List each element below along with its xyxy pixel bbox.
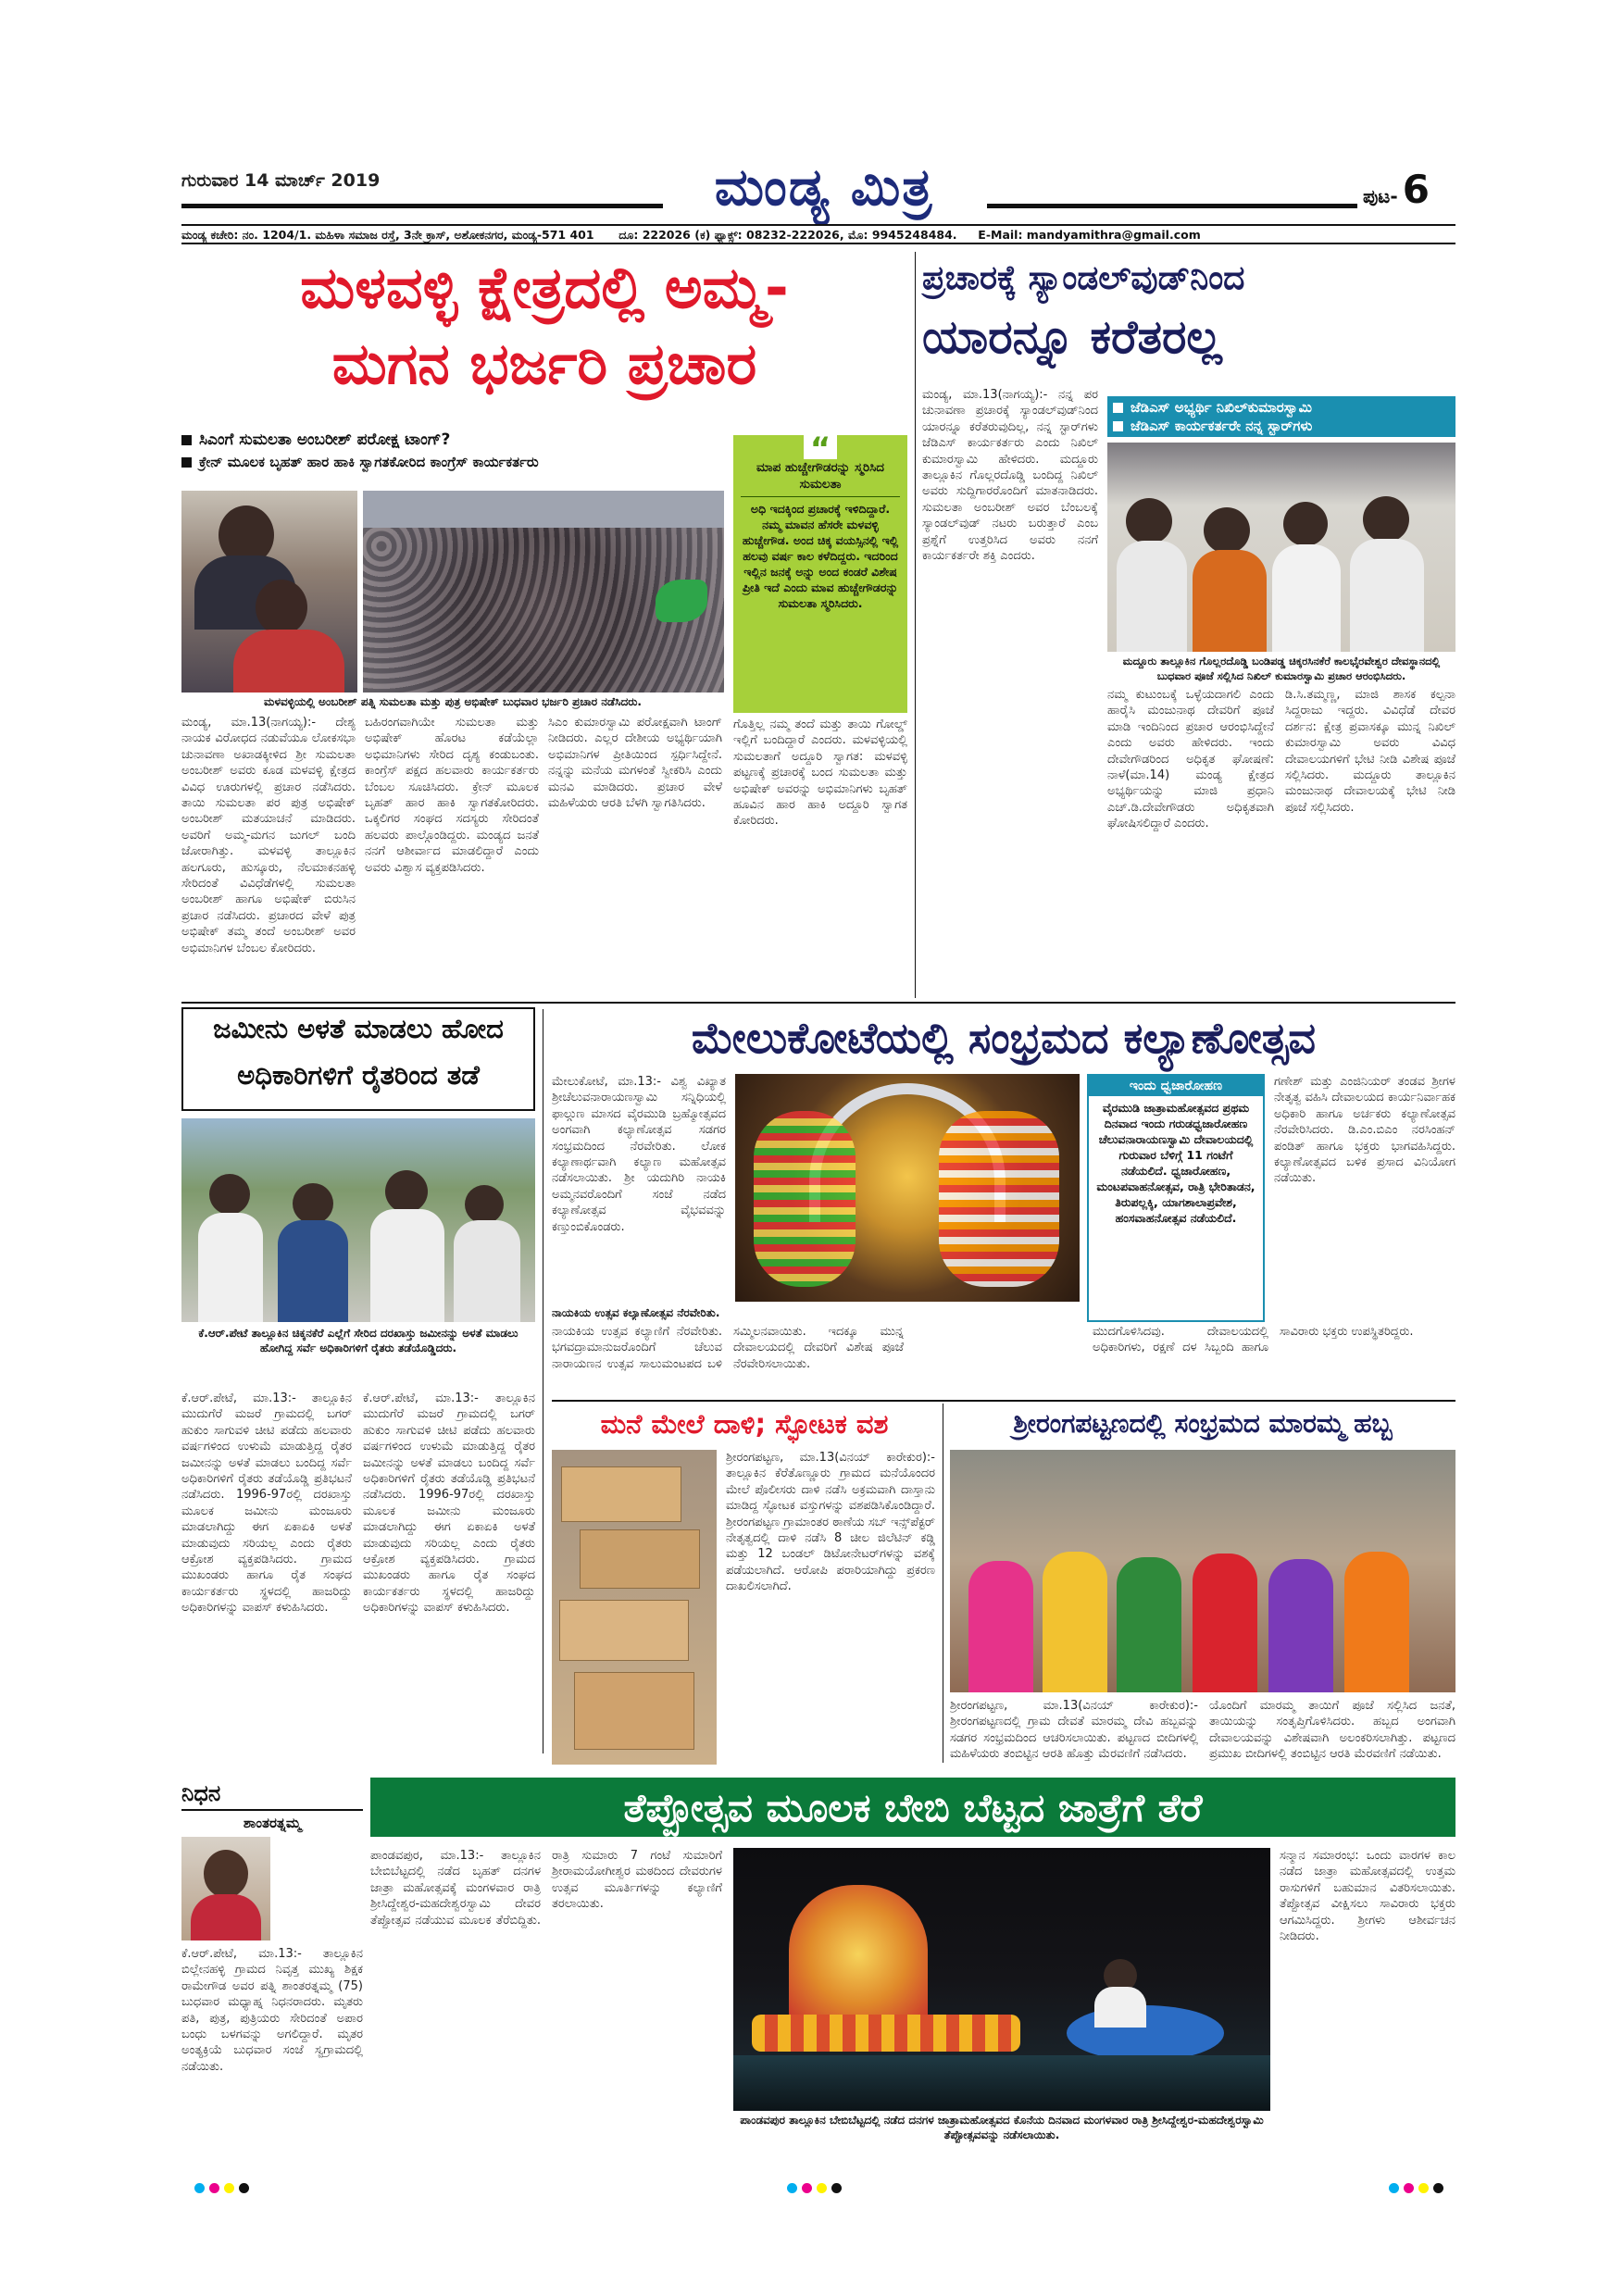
photo-caption: ಮದ್ದೂರು ತಾಲ್ಲೂಕಿನ ಗೊಲ್ಲರದೊಡ್ಡಿ ಬಂಡಿಪಡ್ಡ ಚಿಕ್ಕರಸಿನಕೆರೆ ಕಾಲಭೈರವೇಶ್ವರ ದೇವಸ್ಥಾನದಲ್ಲಿ ಬುಧವಾರ ಪೂಜೆ ಸಲ್ಲಿಸಿದ ನಿಖಿಲ್ ಕುಮಾರಸ್ವಾಮಿ ಪ್ರಚಾರ ಆರಂಭಿಸಿದರು. [1122, 655, 1441, 682]
registration-dot-yellow [817, 2183, 827, 2193]
tag-box [1107, 396, 1455, 437]
story-column-3b: ಮುದಗೊಳಿಸಿದವು. ದೇವಾಲಯದಲ್ಲಿ ಅಧಿಕಾರಿಗಳು, ರಕ್ಷಣೆ ದಳ ಸಿಬ್ಬಂದಿ ಹಾಗೂ ಸಾವಿರಾರು ಭಕ್ತರು ಉಪಸ್ಥಿತರಿದ್ದರು. [1093, 1325, 1414, 1355]
office-email: E-Mail: mandyamithra@gmail.com [978, 228, 1201, 242]
info-box [1087, 1074, 1265, 1322]
story-column-3: ಡಿ.ಸಿ.ತಮ್ಮಣ್ಣ, ಮಾಜಿ ಶಾಸಕ ಕಲ್ಪನಾ ಸಿದ್ದರಾಜು ಇದ್ದರು. ವಿವಿಧೆಡೆ ದೇವರ ದರ್ಶನ: ಕ್ಷೇತ್ರ ಪ್ರವಾಸಕ್ಕೂ ಮುನ್ನ ನಿಖಿಲ್ ಕುಮಾರಸ್ವಾಮಿ ಅವರು ವಿವಿಧ ದೇವಾಲಯಗಳಿಗೆ ಭೇಟಿ ನೀಡಿ ವಿಶೇಷ ಪೂಜೆ ಸಲ್ಲಿಸಿದರು. ಮದ್ದೂರು ತಾಲ್ಲೂಕಿನ ಮಂಜುನಾಥ ದೇವಾಲಯಕ್ಕೆ ಭೇಟಿ ನೀಡಿ ಪೂಜೆ ಸಲ್ಲಿಸಿದರು. [1285, 688, 1455, 815]
masthead-rule-right [987, 204, 1357, 208]
story-column-4: ಗೊತ್ತಿಲ್ಲ ನಮ್ಮ ತಂದೆ ಮತ್ತು ತಾಯಿ ಗೋಲ್ಡ್ ಇಲ್ಲಿಗೆ ಬಂದಿದ್ದಾರೆ ಎಂದರು. ಮಳವಳ್ಳಿಯಲ್ಲಿ ಸುಮಲತಾಗೆ ಅದ್ದೂರಿ ಸ್ವಾಗತ: ಮಳವಳ್ಳಿ ಪಟ್ಟಣಕ್ಕೆ ಪ್ರಚಾರಕ್ಕೆ ಬಂದ ಸುಮಲತಾ ಮತ್ತು ಅಭಿಷೇಕ್ ಅವರನ್ನು ಅಭಿಮಾನಿಗಳು ಬೃಹತ್ ಹೂವಿನ ಹಾರ ಹಾಕಿ ಅದ್ದೂರಿ ಸ್ವಾಗತ ಕೋರಿದರು. [733, 718, 907, 829]
farmers-photo [181, 1118, 535, 1322]
headline-line-1: ಪ್ರಚಾರಕ್ಕೆ ಸ್ಯಾಂಡಲ್‌ವುಡ್‌ನಿಂದ [922, 259, 1245, 297]
story-column-1: ಮೇಲುಕೋಟೆ, ಮಾ.13:- ವಿಶ್ವ ವಿಖ್ಯಾತ ಶ್ರೀಚೆಲುವನಾರಾಯಣಸ್ವಾಮಿ ಸನ್ನಿಧಿಯಲ್ಲಿ ಫಾಲ್ಗುಣ ಮಾಸದ ವೈರಮುಡಿ ಬ್ರಹ್ಮೋತ್ಸವದ ಅಂಗವಾಗಿ ಕಲ್ಯಾಣೋತ್ಸವ ಸಡಗರ ಸಂಭ್ರಮದಿಂದ ನೆರವೇರಿತು. ಲೋಕ ಕಲ್ಯಾಣಾರ್ಥವಾಗಿ ಕಲ್ಯಾಣ ಮಹೋತ್ಸವ ನಡೆಸಲಾಯಿತು. ಶ್ರೀ ಯದುಗಿರಿ ನಾಯಕಿ ಅಮ್ಮನವರೊಂದಿಗೆ ಸಂಜೆ ನಡೆದ ಕಲ್ಯಾಣೋತ್ಸವ ವೈಭವವನ್ನು ಕಣ್ತುಂಬಿಕೊಂಡರು. [552, 1075, 726, 1234]
registration-dot-black [831, 2183, 842, 2193]
carton-icon [561, 1466, 681, 1522]
page-label: ಪುಟ- [1363, 185, 1398, 207]
headline-line-2: ಮಗನ ಭರ್ಜರಿ ಪ್ರಚಾರ [331, 330, 757, 397]
story-body: ಶ್ರೀರಂಗಪಟ್ಟಣ, ಮಾ.13(ವಿನಯ್ ಕಾರೇಕುರ):- ತಾಲ್ಲೂಕಿನ ಕೆರೆತೊಣ್ಣೂರು ಗ್ರಾಮದ ಮನೆಯೊಂದರ ಮೇಲೆ ಪೊಲೀಸರು ದಾಳಿ ನಡೆಸಿ ಅಕ್ರಮವಾಗಿ ದಾಸ್ತಾನು ಮಾಡಿದ್ದ ಸ್ಫೋಟಕ ವಸ್ತುಗಳನ್ನು ವಶಪಡಿಸಿಕೊಂಡಿದ್ದಾರೆ. ಶ್ರೀರಂಗಪಟ್ಟಣ ಗ್ರಾಮಾಂತರ ಠಾಣೆಯ ಸಬ್ ಇನ್ಸ್‌ಪೆಕ್ಟರ್ ನೇತೃತ್ವದಲ್ಲಿ ದಾಳಿ ನಡೆಸಿ 8 ಚೀಲ ಜಿಲೆಟಿನ್ ಕಡ್ಡಿ ಮತ್ತು 12 ಬಂಡಲ್ ಡಿಟೋನೇಟರ್‌ಗಳನ್ನು ವಶಕ್ಕೆ ಪಡೆಯಲಾಗಿದೆ. ಆರೋಪಿ ಪರಾರಿಯಾಗಿದ್ದು ಪ್ರಕರಣ ದಾಖಲಿಸಲಾಗಿದೆ. [726, 1451, 935, 1594]
headline: ಶ್ರೀರಂಗಪಟ್ಟಣದಲ್ಲಿ ಸಂಭ್ರಮದ ಮಾರಮ್ಮ ಹಬ್ಬ [1013, 1408, 1393, 1439]
story-column-3: ಗಣೇಶ್ ಮತ್ತು ಎಂಜಿನಿಯರ್ ತಂಡವ ಶ್ರೀಗಳ ನೇತೃತ್ವ ವಹಿಸಿ ದೇವಾಲಯದ ಕಾರ್ಯನಿರ್ವಾಹಕ ಅಧಿಕಾರಿ ಹಾಗೂ ಅರ್ಚಕರು ಕಲ್ಯಾಣೋತ್ಸವ ನೆರವೇರಿಸಿದರು. ಡಿ.ಎಂ.ಬಿಎಂ ನರಸಿಂಹನ್ ಪಂಡಿತ್ ಹಾಗೂ ಭಕ್ತರು ಭಾಗವಹಿಸಿದ್ದರು. ಕಲ್ಯಾಣೋತ್ಸವದ ಬಳಿಕ ಪ್ರಸಾದ ವಿನಿಯೋಗ ನಡೆಯಿತು. [1274, 1075, 1455, 1186]
crowd-photo [363, 491, 724, 693]
bullet-icon [181, 435, 192, 445]
photo-caption: ಪಾಂಡವಪುರ ತಾಲ್ಲೂಕಿನ ಬೇಬಿಬೆಟ್ಟದಲ್ಲಿ ನಡೆದ ದನಗಳ ಜಾತ್ರಾಮಹೋತ್ಸವದ ಕೊನೆಯ ದಿನವಾದ ಮಂಗಳವಾರ ರಾತ್ರಿ ಶ್ರೀಸಿದ್ದೇಶ್ವರ-ಮಹದೇಶ್ವರಸ್ವಾಮಿ ತೆಪ್ಪೋತ್ಸವವನ್ನು ನಡೆಸಲಾಯಿತು. [740, 2114, 1264, 2141]
registration-dot-black [239, 2183, 249, 2193]
carton-icon [574, 1672, 694, 1750]
story-column-2: ಬಹಿರಂಗವಾಗಿಯೇ ಸುಮಲತಾ ಮತ್ತು ಅಭಿಷೇಕ್ ಹೊರಟ ಕಡೆಯೆಲ್ಲಾ ಅಭಿಮಾನಿಗಳು ಸೇರಿದ ದೃಶ್ಯ ಕಂಡುಬಂತು. ಕಾಂಗ್ರೆಸ್ ಪಕ್ಷದ ಹಲವಾರು ಕಾರ್ಯಕರ್ತರು ಬೆಂಬಲ ಸೂಚಿಸಿದರು. ಕ್ರೇನ್ ಮೂಲಕ ಬೃಹತ್ ಹಾರ ಹಾಕಿ ಸ್ವಾಗತಕೋರಿದರು. ಒಕ್ಕಲಿಗರ ಸಂಘದ ಸದಸ್ಯರು ಸೇರಿದಂತೆ ಹಲವರು ಪಾಲ್ಗೊಂಡಿದ್ದರು. ಮಂಡ್ಯದ ಜನತೆ ನನಗೆ ಆಶೀರ್ವಾದ ಮಾಡಲಿದ್ದಾರೆ ಎಂದು ಅವರು ವಿಶ್ವಾಸ ವ್ಯಕ್ತಪಡಿಸಿದರು. [365, 716, 539, 875]
registration-dot-magenta [1404, 2183, 1414, 2193]
masthead-date: ಗುರುವಾರ 14 ಮಾರ್ಚ್ 2019 [181, 170, 381, 191]
raft [752, 2015, 1020, 2052]
story-teppotsava [370, 1778, 1455, 2148]
headline-line-2: ಯಾರನ್ನೂ ಕರೆತರಲ್ಲ [922, 310, 1222, 364]
tag-line-1: ಜೆಡಿಎಸ್ ಅಭ್ಯರ್ಥಿ ನಿಖಿಲ್‌ಕುಮಾರಸ್ವಾಮಿ [1113, 398, 1450, 417]
tag-line-2: ಜೆಡಿಎಸ್ ಕಾರ್ಯಕರ್ತರೇ ನನ್ನ ಸ್ಟಾರ್‌ಗಳು [1113, 417, 1450, 435]
office-address: ಮಂಡ್ಯ ಕಚೇರಿ: ನಂ. 1204/1. ಮಹಿಳಾ ಸಮಾಜ ರಸ್ತೆ, 3ನೇ ಕ್ರಾಸ್, ಅಶೋಕನಗರ, ಮಂಡ್ಯ-571 401 [181, 228, 594, 242]
bullet-icon [1113, 421, 1123, 431]
photo-caption: ಕೆ.ಆರ್.ಪೇಟೆ ತಾಲ್ಲೂಕಿನ ಚಿಕ್ಕನಕೆರೆ ಎಲ್ಲೆಗೆ ಸೇರಿದ ದರಖಾಸ್ತು ಜಮೀನನ್ನು ಅಳತೆ ಮಾಡಲು ಹೋಗಿದ್ದ ಸರ್ವೆ ಅಧಿಕಾರಿಗಳಿಗೆ ರೈತರು ತಡೆಯೊಡ್ಡಿದರು. [198, 1327, 518, 1354]
story-column-1: ಕೆ.ಆರ್.ಪೇಟೆ, ಮಾ.13:- ತಾಲ್ಲೂಕಿನ ಮುದುಗೆರೆ ಮಜರೆ ಗ್ರಾಮದಲ್ಲಿ ಬಗರ್ ಹುಕುಂ ಸಾಗುವಳಿ ಚೀಟಿ ಪಡೆದು ಹಲವಾರು ವರ್ಷಗಳಿಂದ ಉಳುಮೆ ಮಾಡುತ್ತಿದ್ದ ರೈತರ ಜಮೀನನ್ನು ಅಳತೆ ಮಾಡಲು ಬಂದಿದ್ದ ಸರ್ವೆ ಅಧಿಕಾರಿಗಳಿಗೆ ರೈತರು ತಡೆಯೊಡ್ಡಿ ಪ್ರತಿಭಟನೆ ನಡೆಸಿದರು. 1996-97ರಲ್ಲಿ ದರಖಾಸ್ತು ಮೂಲಕ ಜಮೀನು ಮಂಜೂರು ಮಾಡಲಾಗಿದ್ದು ಈಗ ಏಕಾಏಕಿ ಅಳತೆ ಮಾಡುವುದು ಸರಿಯಲ್ಲ ಎಂದು ರೈತರು ಆಕ್ರೋಶ ವ್ಯಕ್ತಪಡಿಸಿದರು. ಗ್ರಾಮದ ಮುಖಂಡರು ಹಾಗೂ ರೈತ ಸಂಘದ ಕಾರ್ಯಕರ್ತರು ಸ್ಥಳದಲ್ಲಿ ಹಾಜರಿದ್ದು ಅಧಿಕಾರಿಗಳನ್ನು ವಾಪಸ್ ಕಳುಹಿಸಿದರು. [181, 1391, 352, 1616]
section-divider [181, 1002, 1455, 1004]
quote-text: ಅಧಿ ಇದಕ್ಕಿಂದ ಪ್ರಚಾರಕ್ಕೆ ಇಳಿದಿದ್ದಾರೆ. ನಮ್ಮ ಮಾವನ ಹೆಸರೇ ಮಳವಳ್ಳಿ ಹುಚ್ಚೇಗೌಡ. ಅಂದ ಚಿಕ್ಕ ವಯಸ್ಸಿನಲ್ಲಿ ಇಲ್ಲಿ ಹಲವು ವರ್ಷ ಕಾಲ ಕಳೆದಿದ್ದರು. ಇದರಿಂದ ಇಲ್ಲಿನ ಜನಕ್ಕೆ ಅನ್ನು ಅಂದ ಕಂಡರೆ ವಿಶೇಷ ಪ್ರೀತಿ ಇದೆ ಎಂದು ಮಾವ ಹುಚ್ಚೇಗೌಡರನ್ನು ಸುಮಲತಾ ಸ್ಮರಿಸಿದರು. [742, 502, 899, 610]
registration-dot-magenta [802, 2183, 812, 2193]
story-land-survey [181, 1007, 535, 1770]
story-column-2: ಯೊಂದಿಗೆ ಮಾರಮ್ಮ ತಾಯಿಗೆ ಪೂಜೆ ಸಲ್ಲಿಸಿದ ಜನತೆ, ತಾಯಿಯನ್ನು ಸಂತೃಪ್ತಿಗೊಳಿಸಿದರು. ಹಬ್ಬದ ಅಂಗವಾಗಿ ದೇವಾಲಯವನ್ನು ವಿಶೇಷವಾಗಿ ಅಲಂಕರಿಸಲಾಗಿತ್ತು. ಪಟ್ಟಣದ ಪ್ರಮುಖ ಬೀದಿಗಳಲ್ಲಿ ತಂಬಿಟ್ಟಿನ ಆರತಿ ಮೆರವಣಿಗೆ ನಡೆಯಿತು. [1209, 1699, 1455, 1762]
story-column-2: ಕೆ.ಆರ್.ಪೇಟೆ, ಮಾ.13:- ತಾಲ್ಲೂಕಿನ ಮುದುಗೆರೆ ಮಜರೆ ಗ್ರಾಮದಲ್ಲಿ ಬಗರ್ ಹುಕುಂ ಸಾಗುವಳಿ ಚೀಟಿ ಪಡೆದು ಹಲವಾರು ವರ್ಷಗಳಿಂದ ಉಳುಮೆ ಮಾಡುತ್ತಿದ್ದ ರೈತರ ಜಮೀನನ್ನು ಅಳತೆ ಮಾಡಲು ಬಂದಿದ್ದ ಸರ್ವೆ ಅಧಿಕಾರಿಗಳಿಗೆ ರೈತರು ತಡೆಯೊಡ್ಡಿ ಪ್ರತಿಭಟನೆ ನಡೆಸಿದರು. 1996-97ರಲ್ಲಿ ದರಖಾಸ್ತು ಮೂಲಕ ಜಮೀನು ಮಂಜೂರು ಮಾಡಲಾಗಿದ್ದು ಈಗ ಏಕಾಏಕಿ ಅಳತೆ ಮಾಡುವುದು ಸರಿಯಲ್ಲ ಎಂದು ರೈತರು ಆಕ್ರೋಶ ವ್ಯಕ್ತಪಡಿಸಿದರು. ಗ್ರಾಮದ ಮುಖಂಡರು ಹಾಗೂ ರೈತ ಸಂಘದ ಕಾರ್ಯಕರ್ತರು ಸ್ಥಳದಲ್ಲಿ ಹಾಜರಿದ್ದು ಅಧಿಕಾರಿಗಳನ್ನು ವಾಪಸ್ ಕಳುಹಿಸಿದರು. [363, 1391, 535, 1616]
headline: ತೆಪ್ಪೋತ್ಸವ ಮೂಲಕ ಬೇಬಿ ಬೆಟ್ಟದ ಜಾತ್ರೆಗೆ ತೆರೆ [623, 1785, 1203, 1830]
registration-dot-black [1433, 2183, 1443, 2193]
story-explosives [552, 1404, 937, 1770]
procession-photo [950, 1450, 1455, 1692]
page-number: 6 [1402, 167, 1430, 212]
subhead-bullet-2: ಕ್ರೇನ್ ಮೂಲಕ ಬೃಹತ್ ಹಾರ ಹಾಕಿ ಸ್ವಾಗತಕೋರಿದ ಕಾಂಗ್ರೆಸ್ ಕಾರ್ಯಕರ್ತರು [181, 452, 737, 472]
headline: ಮನೆ ಮೇಲೆ ದಾಳಿ; ಸ್ಫೋಟಕ ವಶ [600, 1408, 889, 1440]
deity-photo [735, 1074, 1080, 1302]
story-maramma [950, 1404, 1455, 1770]
story-column-3: ಸಿಎಂ ಕುಮಾರಸ್ವಾಮಿ ಪರೋಕ್ಷವಾಗಿ ಟಾಂಗ್ ನೀಡಿದರು. ಎಲ್ಲರ ದೇಶೀಯ ಅಭ್ಯರ್ಥಿಯಾಗಿ ಅಭಿಮಾನಿಗಳ ಪ್ರೀತಿಯಿಂದ ಸ್ಪರ್ಧಿಸಿದ್ದೇನೆ. ನನ್ನನ್ನು ಮನೆಯ ಮಗಳಂತೆ ಸ್ವೀಕರಿಸಿ ಎಂದು ಮನವಿ ಮಾಡಿದರು. ಪ್ರಚಾರ ವೇಳೆ ಮಹಿಳೆಯರು ಆರತಿ ಬೆಳಗಿ ಸ್ವಾಗತಿಸಿದರು. [548, 716, 722, 811]
raft-deity [789, 1885, 928, 2024]
story-malavalli [181, 250, 907, 998]
office-phone: ದೂ: 222026 (ಕ) ಫ್ಯಾಕ್ಸ್: 08232-222026, ಮೊ: 9945248484. [618, 228, 957, 242]
obituary-body: ಕೆ.ಆರ್.ಪೇಟೆ, ಮಾ.13:- ತಾಲ್ಲೂಕಿನ ಬಿಲ್ಲೇನಹಳ್ಳಿ ಗ್ರಾಮದ ನಿವೃತ್ತ ಮುಖ್ಯ ಶಿಕ್ಷಕ ರಾಮೇಗೌಡ ಅವರ ಪತ್ನಿ ಶಾಂತರತ್ನಮ್ಮ (75) ಬುಧವಾರ ಮಧ್ಯಾಹ್ನ ನಿಧನರಾದರು. ಮೃತರು ಪತಿ, ಪುತ್ರ, ಪುತ್ರಿಯರು ಸೇರಿದಂತೆ ಅಪಾರ ಬಂಧು ಬಳಗವನ್ನು ಅಗಲಿದ್ದಾರೆ. ಮೃತರ ಅಂತ್ಯಕ್ರಿಯೆ ಬುಧವಾರ ಸಂಜೆ ಸ್ವಗ್ರಾಮದಲ್ಲಿ ನಡೆಯಿತು. [181, 1947, 363, 2074]
info-box-title: ಇಂದು ಧ್ವಜಾರೋಹಣ [1089, 1076, 1263, 1096]
garland-left [754, 1111, 856, 1287]
page-number-box [1363, 167, 1430, 212]
registration-dot-cyan [1389, 2183, 1399, 2193]
story-column-1b: ನಾಯಕಿಯ ಉತ್ಸವ ಕಲ್ಯಾಣಿಗೆ ನೆರವೇರಿತು. ಭಗವದ್ರಾಮಾನುಜರೊಂದಿಗೆ ಚೆಲುವ ನಾರಾಯಣನ ಉತ್ಸವ ಸಾಲುಮಂಟಪದ ಬಳಿ ಸಮ್ಮಿಲನವಾಯಿತು. ಇದಕ್ಕೂ ಮುನ್ನ ದೇವಾಲಯದಲ್ಲಿ ದೇವರಿಗೆ ವಿಶೇಷ ಪೂಜೆ ನೆರವೇರಿಸಲಾಯಿತು. [552, 1325, 904, 1371]
headline-line-1: ಮಳವಳ್ಳಿ ಕ್ಷೇತ್ರದಲ್ಲಿ ಅಮ್ಮ- [300, 254, 789, 321]
person-silhouette-mother [256, 580, 307, 635]
bullet-icon [1113, 403, 1123, 413]
quote-icon: “ [804, 431, 837, 459]
section-label: ನಿಧನ [181, 1778, 363, 1811]
teppotsava-photo [733, 1848, 1270, 2111]
masthead-title: ಮಂಡ್ಯ ಮಿತ್ರ [714, 157, 934, 218]
photo-caption: ನಾಯಕಿಯ ಉತ್ಸವ ಕಲ್ಯಾಣೋತ್ಸವ ನೆರವೇರಿತು. [552, 1306, 720, 1319]
bullet-icon [181, 457, 192, 468]
water-reflection [733, 2055, 1270, 2111]
story-column-1: ಮಂಡ್ಯ, ಮಾ.13(ನಾಗಯ್ಯ):- ನನ್ನ ಪರ ಚುನಾವಣಾ ಪ್ರಚಾರಕ್ಕೆ ಸ್ಯಾಂಡಲ್‌ವುಡ್‌ನಿಂದ ಯಾರನ್ನೂ ಕರೆತರುವುದಿಲ್ಲ, ನನ್ನ ಸ್ಟಾರ್‌ಗಳು ಜೆಡಿಎಸ್ ಕಾರ್ಯಕರ್ತರು ಎಂದು ನಿಖಿಲ್ ಕುಮಾರಸ್ವಾಮಿ ಹೇಳಿದರು. ಮದ್ದೂರು ತಾಲ್ಲೂಕಿನ ಗೊಲ್ಲರದೊಡ್ಡಿ ಬಂದಿದ್ದ ನಿಖಿಲ್ ಅವರು ಸುದ್ದಿಗಾರರೊಂದಿಗೆ ಮಾತನಾಡಿದರು. ಸುಮಲತಾ ಅಂಬರೀಶ್ ಅವರ ಬೆಂಬಲಕ್ಕೆ ಸ್ಯಾಂಡಲ್‌ವುಡ್ ನಟರು ಬರುತ್ತಾರೆ ಎಂಬ ಪ್ರಶ್ನೆಗೆ ಉತ್ತರಿಸಿದ ಅವರು ನನಗೆ ಕಾರ್ಯಕರ್ತರೇ ಶಕ್ತಿ ಎಂದರು. [922, 388, 1098, 564]
story-column-2: ಸನ್ಮಾನ ಸಮಾರಂಭ: ಒಂದು ವಾರಗಳ ಕಾಲ ನಡೆದ ಜಾತ್ರಾ ಮಹೋತ್ಸವದಲ್ಲಿ ಉತ್ತಮ ರಾಸುಗಳಿಗೆ ಬಹುಮಾನ ವಿತರಿಸಲಾಯಿತು. ತೆಪ್ಪೋತ್ಸವ ವೀಕ್ಷಿಸಲು ಸಾವಿರಾರು ಭಕ್ತರು ಆಗಮಿಸಿದ್ದರು. ಶ್ರೀಗಳು ಆಶೀರ್ವಚನ ನೀಡಿದರು. [1280, 1849, 1455, 1944]
story-column-1: ಪಾಂಡವಪುರ, ಮಾ.13:- ತಾಲ್ಲೂಕಿನ ಬೇಬಿಬೆಟ್ಟದಲ್ಲಿ ನಡೆದ ಬೃಹತ್ ದನಗಳ ಜಾತ್ರಾ ಮಹೋತ್ಸವಕ್ಕೆ ಮಂಗಳವಾರ ರಾತ್ರಿ ಶ್ರೀಸಿದ್ದೇಶ್ವರ-ಮಹದೇಶ್ವರಸ್ವಾಮಿ ದೇವರ ತೆಪ್ಪೋತ್ಸವ ನಡೆಯುವ ಮೂಲಕ ತೆರೆಬಿದ್ದಿತು. ರಾತ್ರಿ ಸುಮಾರು 7 ಗಂಟೆ ಸುಮಾರಿಗೆ ಶ್ರೀರಾಮಯೋಗೀಶ್ವರ ಮಠದಿಂದ ದೇವರುಗಳ ಉತ್ಸವ ಮೂರ್ತಿಗಳನ್ನು ಕಲ್ಯಾಣಿಗೆ ತರಲಾಯಿತು. [370, 1849, 722, 1928]
masthead-rule-left [181, 204, 663, 208]
photo-caption: ಮಳವಳ್ಳಿಯಲ್ಲಿ ಅಂಬರೀಶ್ ಪತ್ನಿ ಸುಮಲತಾ ಮತ್ತು ಪುತ್ರ ಅಭಿಷೇಕ್ ಬುಧವಾರ ಭರ್ಜರಿ ಪ್ರಚಾರ ನಡೆಸಿದರು. [264, 695, 642, 708]
obituary [181, 1774, 363, 2148]
garland-flag-icon [656, 580, 707, 622]
quote-title: ಮಾಪ ಹುಚ್ಚೇಗೌಡರನ್ನು ಸ್ಮರಿಸಿದ ಸುಮಲತಾ [741, 459, 900, 497]
column-divider [915, 252, 916, 998]
story-column-2: ನಮ್ಮ ಕುಟುಂಬಕ್ಕೆ ಒಳ್ಳೆಯದಾಗಲಿ ಎಂದು ಹಾರೈಸಿ ಮಂಜುನಾಥ ದೇವರಿಗೆ ಪೂಜೆ ಮಾಡಿ ಇಂದಿನಿಂದ ಪ್ರಚಾರ ಆರಂಭಿಸಿದ್ದೇನೆ ಎಂದು ಅವರು ಹೇಳಿದರು. ಇಂದು ದೇವೇಗೌಡರಿಂದ ಅಧಿಕೃತ ಘೋಷಣೆ: ನಾಳೆ(ಮಾ.14) ಮಂಡ್ಯ ಕ್ಷೇತ್ರದ ಅಭ್ಯರ್ಥಿಯನ್ನು ಮಾಜಿ ಪ್ರಧಾನಿ ಎಚ್.ಡಿ.ದೇವೇಗೌಡರು ಅಧಿಕೃತವಾಗಿ ಘೋಷಿಸಲಿದ್ದಾರೆ ಎಂದರು. [1107, 688, 1274, 831]
masthead-info-bar [181, 224, 1455, 244]
registration-dot-yellow [1418, 2183, 1429, 2193]
subhead-bullet-1: ಸಿಎಂಗೆ ಸುಮಲತಾ ಅಂಬರೀಶ್ ಪರೋಕ್ಷ ಟಾಂಗ್? [181, 430, 700, 450]
story-nikhil [922, 250, 1455, 998]
sumalatha-photo [181, 491, 357, 693]
carton-icon [559, 1600, 689, 1661]
nikhil-temple-photo [1107, 443, 1455, 652]
story-melukote [552, 1007, 1455, 1396]
portrait-photo [181, 1837, 270, 1940]
headline: ಮೇಲುಕೋಟೆಯಲ್ಲಿ ಸಂಭ್ರಮದ ಕಲ್ಯಾಣೋತ್ಸವ [691, 1013, 1317, 1063]
registration-dot-cyan [194, 2183, 205, 2193]
registration-dot-yellow [224, 2183, 234, 2193]
registration-dot-magenta [209, 2183, 219, 2193]
carton-icon [580, 1529, 700, 1589]
quote-box [733, 430, 907, 713]
explosive-boxes-photo [552, 1450, 717, 1765]
headline-line-1: ಜಮೀನು ಅಳತೆ ಮಾಡಲು ಹೋದ [213, 1013, 504, 1044]
garland-right [939, 1111, 1059, 1287]
person-name: ಶಾಂತರತ್ನಮ್ಮ [243, 1815, 302, 1831]
info-box-text: ವೈರಮುಡಿ ಜಾತ್ರಾಮಹೋತ್ಸವದ ಪ್ರಥಮ ದಿನವಾದ ಇಂದು ಗರುಡಧ್ವಜಾರೋಹಣ ಚೆಲುವನಾರಾಯಣಸ್ವಾಮಿ ದೇವಾಲಯದಲ್ಲಿ ಗುರುವಾರ ಬೆಳಿಗ್ಗೆ 11 ಗಂಟೆಗೆ ನಡೆಯಲಿದೆ. ಧ್ವಜಾರೋಹಣ, ಮಂಟಪವಾಹನೋತ್ಸವ, ರಾತ್ರಿ ಭೇರಿತಾಡನ, ತಿರುಪಲ್ಲಕ್ಕಿ, ಯಾಗಶಾಲಾಪ್ರವೇಶ, ಹಂಸವಾಹನೋತ್ಸವ ನಡೆಯಲಿದೆ. [1096, 1101, 1255, 1225]
section-divider [552, 1400, 1455, 1402]
registration-dot-cyan [787, 2183, 797, 2193]
headline-line-2: ಅಧಿಕಾರಿಗಳಿಗೆ ರೈತರಿಂದ ತಡೆ [237, 1059, 480, 1091]
story-column-1: ಮಂಡ್ಯ, ಮಾ.13(ನಾಗಯ್ಯ):- ದೇಶ್ಯ ನಾಯಕ ವಿರೋಧದ ನಡುವೆಯೂ ಲೋಕಸಭಾ ಚುನಾವಣಾ ಅಖಾಡಕ್ಕೀಳಿದ ಶ್ರೀ ಸುಮಲತಾ ಅಂಬರೀಶ್ ಅವರು ಕೂಡ ಮಳವಳ್ಳಿ ಕ್ಷೇತ್ರದ ವಿವಿಧ ಊರುಗಳಲ್ಲಿ ಪ್ರಚಾರ ನಡೆಸಿದರು. ತಾಯಿ ಸುಮಲತಾ ಪರ ಪುತ್ರ ಅಭಿಷೇಕ್ ಅಂಬರೀಶ್ ಮತಯಾಚನೆ ಮಾಡಿದರು. ಅವರಿಗೆ ಅಮ್ಮ-ಮಗನ ಜುಗಲ್ ಬಂದಿ ಜೋರಾಗಿತ್ತು. ಮಳವಳ್ಳಿ ತಾಲ್ಲೂಕಿನ ಹಲಗೂರು, ಹುಸ್ಕೂರು, ನೆಲಮಾಕನಹಳ್ಳಿ ಸೇರಿದಂತೆ ವಿವಿಧೆಡೆಗಳಲ್ಲಿ ಸುಮಲತಾ ಅಂಬರೀಶ್ ಹಾಗೂ ಅಭಿಷೇಕ್ ಬಿರುಸಿನ ಪ್ರಚಾರ ನಡೆಸಿದರು. ಪ್ರಚಾರದ ವೇಳೆ ಪುತ್ರ ಅಭಿಷೇಕ್ ತಮ್ಮ ತಂದೆ ಅಂಬರೀಶ್ ಅವರ ಅಭಿಮಾನಿಗಳ ಬೆಂಬಲ ಕೋರಿದರು. [181, 716, 356, 955]
story-column-1: ಶ್ರೀರಂಗಪಟ್ಟಣ, ಮಾ.13(ವಿನಯ್ ಕಾರೇಕುರ):- ಶ್ರೀರಂಗಪಟ್ಟಣದಲ್ಲಿ ಗ್ರಾಮ ದೇವತೆ ಮಾರಮ್ಮ ದೇವಿ ಹಬ್ಬವನ್ನು ಸಡಗರ ಸಂಭ್ರಮದಿಂದ ಆಚರಿಸಲಾಯಿತು. ಪಟ್ಟಣದ ಬೀದಿಗಳಲ್ಲಿ ಮಹಿಳೆಯರು ತಂಬಿಟ್ಟಿನ ಆರತಿ ಹೊತ್ತು ಮೆರವಣಿಗೆ ನಡೆಸಿದರು. [950, 1699, 1198, 1762]
